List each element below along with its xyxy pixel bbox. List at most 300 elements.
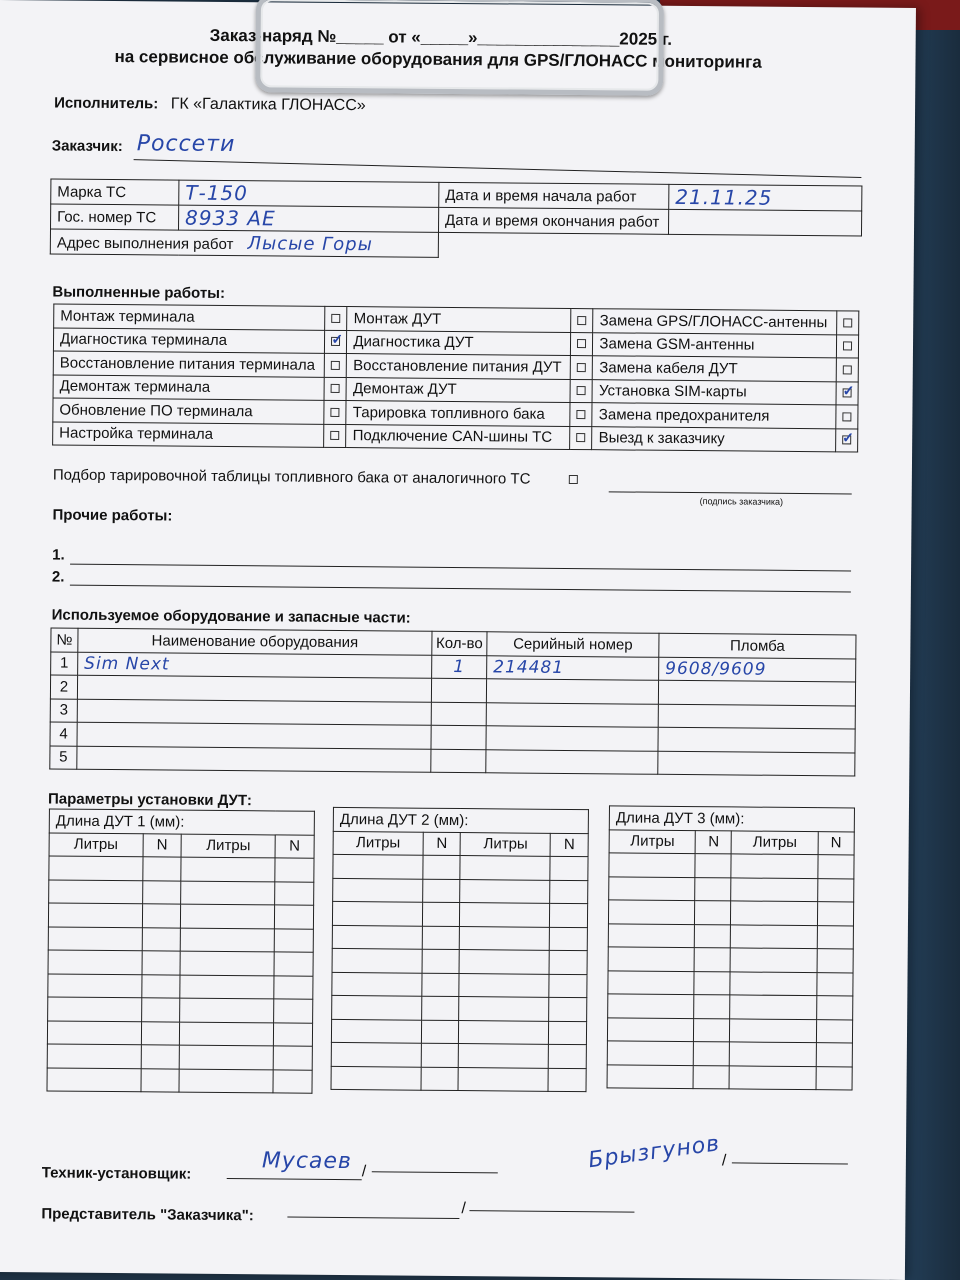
dut-length-label: Длина ДУТ 1 (мм): — [49, 809, 314, 835]
dut-cell[interactable] — [607, 1041, 694, 1065]
dut-cell[interactable] — [421, 1020, 459, 1044]
dut-row — [607, 1017, 852, 1043]
work-item-checkbox[interactable] — [577, 410, 586, 419]
work-item-checkbox[interactable] — [843, 342, 852, 351]
work-item-checkbox[interactable] — [577, 363, 586, 372]
work-item-checkbox[interactable] — [577, 386, 586, 395]
dut-row — [609, 853, 854, 879]
customer-label: Заказчик: — [51, 137, 123, 156]
dut-row — [333, 878, 588, 904]
work-item-checkbox-cell — [836, 405, 858, 429]
work-item-label: Замена GPS/ГЛОНАСС-антенны — [593, 309, 837, 335]
plate-label: Гос. номер ТС — [51, 204, 179, 230]
dut-row — [332, 972, 587, 998]
dut-cell[interactable] — [730, 971, 817, 995]
equip-row-qty — [431, 702, 486, 726]
dut-cell[interactable] — [142, 880, 181, 904]
equip-header-qty: Кол-во — [432, 631, 487, 655]
dut-cell[interactable] — [422, 996, 460, 1020]
equipment-table — [49, 627, 856, 776]
dut-cell[interactable] — [695, 901, 731, 925]
dut-cell[interactable] — [731, 901, 818, 925]
work-item-checkbox[interactable] — [332, 314, 341, 323]
equip-header-name: Наименование оборудования — [78, 628, 432, 655]
equipment-title: Используемое оборудование и запасные части: — [51, 606, 411, 627]
dut-cell[interactable] — [142, 927, 181, 951]
dut-col-header: N — [818, 831, 854, 855]
work-item-checkbox-cell — [836, 381, 858, 405]
dut-cell[interactable] — [47, 1067, 141, 1091]
dut-row — [608, 970, 853, 996]
dut-cell[interactable] — [179, 1069, 273, 1093]
dut-length-label: Длина ДУТ 3 (мм): — [609, 806, 854, 832]
dut-cell[interactable] — [273, 1069, 312, 1093]
dut-row — [608, 947, 853, 973]
dut-cell[interactable] — [458, 1067, 548, 1091]
equip-row-name — [77, 746, 431, 773]
dut-cell[interactable] — [609, 876, 696, 900]
dut-cell[interactable] — [549, 1021, 587, 1045]
work-item-label: Тарировка топливного бака — [346, 401, 570, 426]
work-item-label: Восстановление питания терминала — [53, 351, 325, 377]
work-item-checkbox-cell — [570, 402, 592, 426]
equip-header-seal: Пломба — [659, 633, 856, 658]
document-title: Заказ-наряд №_____ от «_____»_______________2025 г. — [209, 25, 673, 49]
dut-cell[interactable] — [48, 973, 142, 997]
dut-cell[interactable] — [695, 877, 731, 901]
equip-row-name — [77, 675, 431, 702]
dut-cell[interactable] — [333, 878, 423, 902]
work-item-checkbox[interactable] — [577, 339, 586, 348]
dut-cell[interactable] — [48, 950, 142, 974]
dut-cell[interactable] — [141, 1045, 180, 1069]
start-value: 21.11.25 — [669, 184, 862, 211]
customer-rep-name-line — [469, 1210, 634, 1212]
equip-row-qty — [431, 678, 486, 702]
equip-row-number: 2 — [50, 675, 77, 699]
dut-cell[interactable] — [142, 951, 181, 975]
dut-cell[interactable] — [48, 903, 142, 927]
equip-row-name — [77, 699, 431, 726]
work-item-label: Настройка терминала — [53, 421, 325, 447]
dut-cell[interactable] — [549, 974, 587, 998]
dut-cell[interactable] — [48, 926, 142, 950]
dut-row — [49, 879, 314, 905]
dut-col-header: N — [696, 830, 732, 854]
dut-row — [332, 925, 587, 951]
dut-cell[interactable] — [695, 948, 731, 972]
dut-cell[interactable] — [274, 928, 313, 952]
dut-cell[interactable] — [142, 857, 181, 881]
work-item-checkbox-cell — [570, 379, 592, 403]
dut-cell[interactable] — [548, 1068, 586, 1092]
dut-cell[interactable] — [331, 1042, 421, 1066]
equip-row-qty — [431, 749, 486, 773]
work-item-checkbox-cell — [324, 377, 346, 401]
work-item-label: Монтаж ДУТ — [347, 307, 571, 332]
work-item-label: Подключение CAN-шины ТС — [346, 424, 570, 449]
dut-cell[interactable] — [816, 1043, 852, 1067]
dut-cell[interactable] — [460, 903, 550, 927]
works-table — [52, 303, 859, 452]
selection-row — [53, 466, 578, 488]
dut-cell[interactable] — [181, 904, 275, 928]
work-item-label: Диагностика терминала — [53, 327, 325, 353]
work-item-checkbox-cell — [571, 332, 593, 356]
dut-cell[interactable] — [730, 995, 817, 1019]
work-item-label: Выезд к заказчику — [592, 426, 836, 452]
selection-checkbox[interactable] — [569, 475, 578, 484]
dut-title: Параметры установки ДУТ: — [47, 790, 252, 810]
dut-cell[interactable] — [141, 1021, 180, 1045]
work-item-label: Установка SIM-карты — [592, 379, 836, 405]
equip-header-n: № — [51, 628, 78, 652]
technician-separator: / — [361, 1163, 367, 1181]
dut-cell[interactable] — [817, 902, 853, 926]
dut-cell[interactable] — [460, 879, 550, 903]
dut-length-label: Длина ДУТ 2 (мм): — [333, 807, 588, 833]
dut-row — [607, 1041, 852, 1067]
work-item-checkbox[interactable] — [331, 384, 340, 393]
work-item-checkbox[interactable] — [842, 436, 851, 445]
dut-row — [332, 995, 587, 1021]
work-item-checkbox[interactable] — [331, 337, 340, 346]
brand-label: Марка ТС — [51, 179, 179, 205]
dut-cell[interactable] — [730, 1065, 817, 1089]
other-works-title: Прочие работы: — [52, 506, 173, 525]
equip-row-number: 5 — [50, 745, 77, 769]
dut-cell[interactable] — [421, 1043, 459, 1067]
work-item-label: Восстановление питания ДУТ — [347, 354, 571, 379]
dut-cell[interactable] — [460, 950, 550, 974]
dut-row — [48, 950, 313, 976]
dut-col-header: Литры — [49, 832, 143, 856]
dut-row — [609, 876, 854, 902]
dut-row — [331, 1019, 586, 1045]
dut-cell[interactable] — [607, 1064, 694, 1088]
equip-row-name: Sim Next — [78, 652, 432, 679]
dut-cell[interactable] — [421, 1067, 459, 1091]
dut-cell[interactable] — [549, 1044, 587, 1068]
dut-row — [333, 854, 588, 880]
dut-col-header: Литры — [609, 829, 696, 853]
dut-table-1 — [46, 808, 314, 1093]
work-item-checkbox[interactable] — [842, 412, 851, 421]
dut-row — [48, 903, 313, 929]
work-item-label: Диагностика ДУТ — [347, 330, 571, 355]
document-subtitle: на сервисное обслуживание оборудования для GPS/ГЛОНАСС мониторинга — [114, 47, 762, 72]
work-item-checkbox[interactable] — [843, 389, 852, 398]
technician-signature: Мусаев — [261, 1148, 353, 1175]
dut-cell[interactable] — [460, 926, 550, 950]
other-work-2-line — [70, 585, 851, 593]
equip-row-number: 3 — [50, 698, 77, 722]
work-item-checkbox[interactable] — [331, 431, 340, 440]
dut-row — [331, 1042, 586, 1068]
end-value — [668, 209, 861, 236]
dut-cell[interactable] — [180, 951, 274, 975]
work-item-checkbox-cell — [325, 330, 347, 354]
dut-cell[interactable] — [332, 972, 422, 996]
selection-label: Подбор тарировочной таблицы топливного бака от аналогичного ТС — [52, 466, 531, 488]
dut-col-header: N — [143, 833, 182, 857]
dut-cell[interactable] — [694, 1018, 730, 1042]
dut-cell[interactable] — [695, 924, 731, 948]
dut-cell[interactable] — [817, 972, 853, 996]
other-work-1-line — [70, 564, 851, 572]
work-item-checkbox-cell — [837, 311, 859, 335]
dut-cell[interactable] — [273, 1046, 312, 1070]
dut-cell[interactable] — [332, 995, 422, 1019]
dut-cell[interactable] — [549, 950, 587, 974]
dut-col-header: N — [423, 832, 461, 856]
dut-cell[interactable] — [274, 952, 313, 976]
work-item-label: Обновление ПО терминала — [53, 398, 325, 424]
dut-cell[interactable] — [422, 902, 460, 926]
equip-header-serial: Серийный номер — [487, 632, 659, 657]
address-label: Адрес выполнения работ — [56, 234, 234, 253]
dut-cell[interactable] — [459, 1020, 549, 1044]
dut-table-3 — [607, 805, 855, 1090]
dut-cell[interactable] — [816, 1066, 852, 1090]
other-work-2-label: 2. — [51, 568, 65, 586]
work-item-label: Демонтаж терминала — [53, 374, 325, 400]
plate-value: 8933 АЕ — [178, 205, 438, 232]
dut-cell[interactable] — [423, 879, 461, 903]
dut-col-header: N — [275, 834, 314, 858]
dut-cell[interactable] — [550, 880, 588, 904]
dut-cell[interactable] — [608, 923, 695, 947]
dut-row — [48, 973, 313, 999]
equip-row-number: 1 — [51, 651, 78, 675]
dut-cell[interactable] — [275, 858, 314, 882]
dut-row — [331, 1066, 586, 1092]
dut-cell[interactable] — [730, 1042, 817, 1066]
dut-cell[interactable] — [140, 1068, 179, 1092]
dut-cell[interactable] — [332, 948, 422, 972]
address-value: Лысые Горы — [247, 232, 373, 255]
work-item-checkbox[interactable] — [843, 318, 852, 327]
clipboard-clip — [255, 0, 664, 96]
work-item-label: Монтаж терминала — [54, 304, 326, 330]
work-item-checkbox[interactable] — [843, 365, 852, 374]
dut-cell[interactable] — [180, 975, 274, 999]
second-separator: / — [721, 1152, 727, 1170]
dut-cell[interactable] — [422, 973, 460, 997]
equip-row-qty — [431, 725, 486, 749]
dut-col-header: Литры — [461, 832, 551, 856]
work-item-checkbox-cell — [571, 308, 593, 332]
dut-cell[interactable] — [180, 998, 274, 1022]
dut-cell[interactable] — [818, 878, 854, 902]
equip-row-seal: 9608/9609 — [659, 657, 856, 682]
dut-cell[interactable] — [694, 1042, 730, 1066]
dut-row — [332, 948, 587, 974]
dut-row — [47, 1067, 312, 1093]
dut-cell[interactable] — [731, 924, 818, 948]
work-item-checkbox[interactable] — [577, 433, 586, 442]
dut-cell[interactable] — [608, 947, 695, 971]
dut-row — [608, 923, 853, 949]
other-work-1-label: 1. — [52, 546, 65, 564]
dut-cell[interactable] — [49, 879, 143, 903]
equip-row-serial — [486, 702, 658, 727]
dut-cell[interactable] — [609, 853, 696, 877]
dut-row — [48, 926, 313, 952]
dut-table-2 — [331, 807, 589, 1092]
work-item-checkbox-cell — [324, 400, 346, 424]
dut-cell[interactable] — [274, 999, 313, 1023]
customer-rep-sign-line — [287, 1217, 459, 1220]
works-title: Выполненные работы: — [52, 283, 226, 302]
end-label: Дата и время окончания работ — [438, 207, 668, 234]
dut-cell[interactable] — [816, 1019, 852, 1043]
dut-row — [607, 1064, 852, 1090]
equip-row-seal — [658, 751, 855, 776]
dut-cell[interactable] — [694, 971, 730, 995]
work-item-checkbox-cell — [324, 424, 346, 448]
work-item-checkbox[interactable] — [331, 408, 340, 417]
equip-row-seal — [658, 727, 855, 752]
dut-row — [48, 997, 313, 1023]
work-item-checkbox-cell — [836, 358, 858, 382]
dut-cell[interactable] — [331, 1019, 421, 1043]
equip-row-serial — [486, 679, 658, 704]
dut-cell[interactable] — [818, 855, 854, 879]
equip-row-serial — [486, 726, 658, 751]
dut-cell[interactable] — [607, 1017, 694, 1041]
equip-row-seal — [658, 704, 855, 729]
work-item-label: Замена предохранителя — [592, 403, 836, 429]
dut-col-header: Литры — [333, 831, 423, 855]
dut-cell[interactable] — [274, 905, 313, 929]
second-technician-signature: Брызгунов — [586, 1131, 722, 1174]
dut-cell[interactable] — [181, 928, 275, 952]
dut-cell[interactable] — [731, 854, 818, 878]
brand-value: Т-150 — [179, 180, 439, 207]
address-cell — [50, 229, 438, 257]
dut-cell[interactable] — [693, 1065, 729, 1089]
dut-cell[interactable] — [333, 854, 423, 878]
dut-cell[interactable] — [695, 854, 731, 878]
executor-value: ГК «Галактика ГЛОНАСС» — [170, 95, 366, 115]
dut-col-header: Литры — [182, 834, 276, 858]
dut-cell[interactable] — [550, 927, 588, 951]
technician-name-line — [372, 1171, 498, 1173]
dut-cell[interactable] — [274, 975, 313, 999]
customer-row — [52, 137, 123, 156]
dut-cell[interactable] — [459, 1044, 549, 1068]
dut-cell[interactable] — [730, 1018, 817, 1042]
dut-cell[interactable] — [47, 1044, 141, 1068]
dut-cell[interactable] — [550, 903, 588, 927]
equip-row-qty: 1 — [432, 655, 487, 679]
dut-cell[interactable] — [694, 995, 730, 1019]
work-item-checkbox-cell — [325, 353, 347, 377]
dut-cell[interactable] — [459, 997, 549, 1021]
work-item-label: Замена кабеля ДУТ — [593, 356, 837, 382]
dut-cell[interactable] — [817, 996, 853, 1020]
dut-cell[interactable] — [459, 973, 549, 997]
work-item-checkbox-cell — [836, 334, 858, 358]
dut-cell[interactable] — [608, 970, 695, 994]
work-item-checkbox-cell — [325, 306, 347, 330]
equip-row-seal — [658, 680, 855, 705]
dut-row — [608, 900, 853, 926]
dut-cell[interactable] — [332, 925, 422, 949]
signature-caption: (подпись заказчика) — [699, 496, 784, 507]
dut-cell[interactable] — [549, 997, 587, 1021]
customer-line — [134, 159, 862, 178]
dut-cell[interactable] — [550, 856, 588, 880]
dut-cell[interactable] — [180, 1022, 274, 1046]
dut-col-header: Литры — [732, 830, 819, 854]
dut-cell[interactable] — [48, 997, 142, 1021]
dut-cell[interactable] — [422, 926, 460, 950]
dut-cell[interactable] — [49, 856, 143, 880]
equip-row-name — [77, 722, 431, 749]
work-item-checkbox-cell — [570, 426, 592, 450]
dut-cell[interactable] — [275, 881, 314, 905]
dut-cell[interactable] — [460, 856, 550, 880]
vehicle-table — [50, 178, 863, 261]
work-item-checkbox[interactable] — [578, 316, 587, 325]
equip-row-serial: 214481 — [487, 655, 659, 680]
dut-cell[interactable] — [181, 881, 275, 905]
technician-sign-line — [227, 1178, 362, 1180]
dut-cell[interactable] — [817, 949, 853, 973]
second-name-line — [732, 1162, 848, 1164]
start-label: Дата и время начала работ — [439, 182, 669, 209]
dut-cell[interactable] — [142, 904, 181, 928]
work-item-checkbox[interactable] — [331, 361, 340, 370]
customer-signature-line — [609, 491, 852, 494]
dut-cell[interactable] — [47, 1020, 141, 1044]
dut-cell[interactable] — [423, 855, 461, 879]
customer-handwritten: Россети — [136, 131, 236, 158]
customer-rep-label: Представитель "Заказчика": — [41, 1205, 254, 1225]
dut-cell[interactable] — [331, 1066, 421, 1090]
customer-rep-separator: / — [461, 1200, 466, 1218]
executor-row — [54, 94, 366, 115]
technician-label: Техник-установщик: — [41, 1164, 192, 1183]
dut-cell[interactable] — [731, 877, 818, 901]
equip-row-serial — [486, 749, 658, 774]
dut-row — [49, 856, 314, 882]
dut-cell[interactable] — [141, 998, 180, 1022]
work-item-checkbox-cell — [836, 428, 858, 452]
dut-cell[interactable] — [273, 1022, 312, 1046]
work-item-label: Замена GSM-антенны — [593, 332, 837, 358]
dut-cell[interactable] — [608, 994, 695, 1018]
executor-label: Исполнитель: — [54, 94, 159, 113]
dut-cell[interactable] — [141, 974, 180, 998]
dut-cell[interactable] — [731, 948, 818, 972]
dut-row — [47, 1044, 312, 1070]
dut-cell[interactable] — [180, 1045, 274, 1069]
work-item-label: Демонтаж ДУТ — [346, 377, 570, 402]
dut-cell[interactable] — [181, 857, 275, 881]
dut-cell[interactable] — [817, 925, 853, 949]
dut-cell[interactable] — [608, 900, 695, 924]
work-item-checkbox-cell — [571, 355, 593, 379]
dut-row — [47, 1020, 312, 1046]
equip-row-number: 4 — [50, 722, 77, 746]
dut-cell[interactable] — [332, 901, 422, 925]
dut-row — [608, 994, 853, 1020]
dut-cell[interactable] — [422, 949, 460, 973]
dut-col-header: N — [551, 833, 589, 857]
